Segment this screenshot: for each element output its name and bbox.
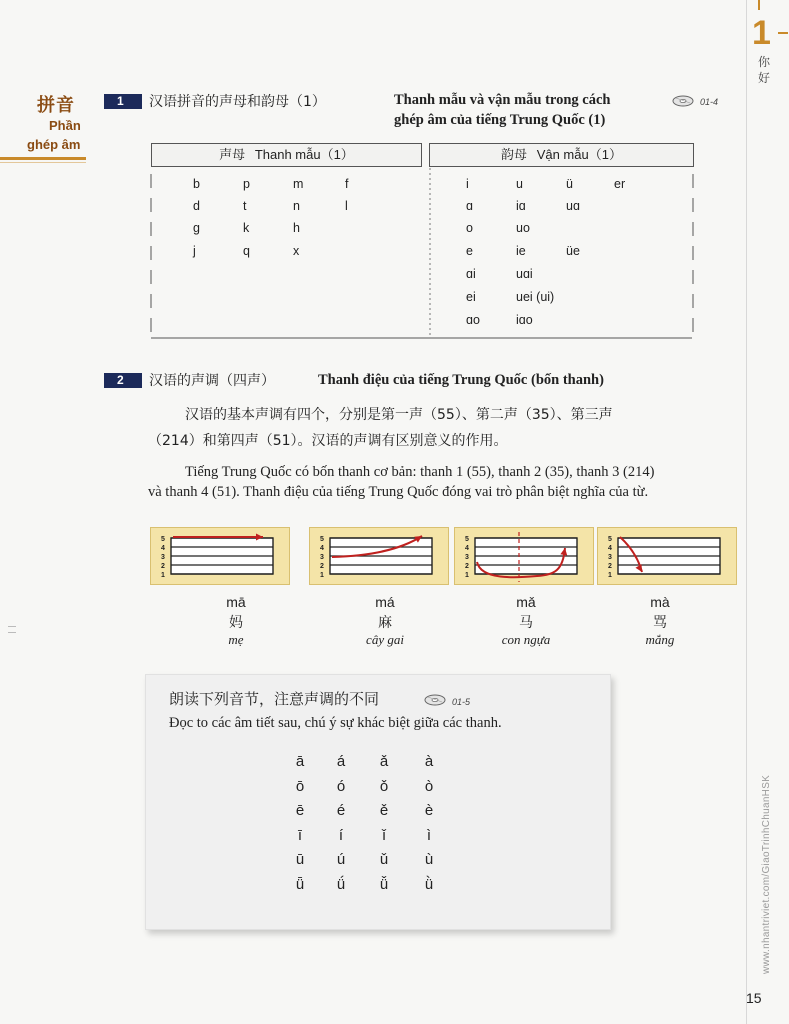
tone-scale-label: 3 — [608, 554, 612, 561]
syllable-cell: ǔ — [379, 851, 389, 868]
finals-header — [429, 143, 694, 167]
tone-scale-label: 2 — [320, 563, 324, 570]
table-frame — [147, 166, 697, 346]
margin-tick — [8, 626, 16, 627]
syllable-cell: ǜ — [424, 875, 434, 893]
chapter-tick — [758, 0, 760, 10]
initial-cell: h — [293, 221, 300, 235]
initials-header — [151, 143, 422, 167]
syllable-cell: à — [424, 753, 434, 770]
syllable-cell: ò — [424, 777, 434, 795]
tone-scale-label: 4 — [465, 545, 469, 552]
initial-cell: b — [193, 177, 200, 191]
syllable-cell: á — [336, 753, 346, 770]
tone-scale-label: 4 — [320, 545, 324, 552]
audio-code: 01-4 — [700, 97, 719, 107]
chapter-title — [756, 54, 772, 86]
section2-title-cn: 汉语的声调（四声） — [149, 373, 275, 389]
audio-code: 01-5 — [452, 697, 471, 707]
tone-scale-label: 2 — [608, 563, 612, 570]
initial-cell: l — [345, 199, 348, 213]
initial-cell: d — [193, 199, 200, 213]
final-cell: ü — [566, 177, 573, 191]
tone4-pinyin: mà — [650, 594, 670, 610]
tone1-diagram — [150, 527, 290, 585]
paragraph-vi-line1: Tiếng Trung Quốc có bốn thanh cơ bản: thanh 1 (55), thanh 2 (35), thanh 3 (214) — [185, 464, 655, 480]
tone3-diagram — [454, 527, 594, 585]
final-cell: ɑi — [466, 267, 476, 281]
section1-title-vi-line1: Thanh mẫu và vận mẫu trong cách — [394, 92, 611, 108]
tone-scale-label: 1 — [465, 572, 469, 579]
finals-header-vi: Vận mẫu（1） — [536, 147, 622, 162]
tone-scale-label: 1 — [320, 572, 324, 579]
final-cell: o — [466, 221, 473, 235]
tone-scale-label: 5 — [161, 536, 165, 543]
initial-cell: j — [193, 244, 196, 258]
paragraph-cn-line2: （214）和第四声（51）。汉语的声调有区别意义的作用。 — [148, 433, 508, 449]
final-cell: iɑo — [516, 313, 533, 327]
paragraph-cn-line1: 汉语的基本声调有四个，分别是第一声（55）、第二声（35）、第三声 — [185, 407, 613, 423]
audio-cd-icon[interactable] — [424, 691, 448, 707]
final-cell: ei — [466, 290, 476, 304]
tone3-meaning: con ngựa — [501, 632, 551, 647]
final-cell: uɑi — [516, 267, 533, 281]
tone2-diagram — [309, 527, 449, 585]
syllable-cell: í — [338, 826, 344, 844]
final-cell: er — [614, 177, 626, 191]
syllable-cell: ū — [295, 851, 305, 868]
tone-scale-label: 5 — [608, 536, 612, 543]
initial-cell: f — [345, 177, 349, 191]
practice-title-cn: 朗读下列音节，注意声调的不同 — [169, 690, 380, 708]
side-rule — [0, 157, 86, 160]
right-margin-line — [746, 0, 747, 1024]
finals-header-cn: 韵母 — [501, 148, 528, 163]
tone1-pinyin: mā — [226, 594, 246, 610]
tone-scale-label: 5 — [320, 536, 324, 543]
practice-panel — [145, 674, 611, 930]
tone2-hanzi: 麻 — [378, 615, 392, 631]
section1-title-cn: 汉语拼音的声母和韵母（1） — [149, 94, 326, 110]
section2-badge: 2 — [104, 373, 142, 388]
tone-scale-label: 2 — [161, 563, 165, 570]
initial-cell: p — [243, 177, 250, 191]
syllable-cell: ǚ — [379, 875, 389, 893]
initial-cell: g — [193, 221, 200, 235]
syllable-cell: è — [424, 802, 434, 819]
tone2-meaning: cây gai — [366, 632, 404, 647]
syllable-cell: ú — [336, 851, 346, 868]
chapter-title-char-1: 你 — [757, 55, 770, 69]
audio-cd-icon[interactable] — [672, 92, 696, 108]
side-title-cn: 拼音 — [37, 95, 75, 116]
syllable-cell: ǐ — [382, 826, 386, 844]
initial-cell: k — [243, 221, 250, 235]
tone4-hanzi: 骂 — [653, 615, 667, 631]
tone4-diagram — [597, 527, 737, 585]
syllable-cell: ō — [295, 777, 305, 795]
margin-tick — [8, 632, 16, 633]
final-cell: ɑo — [466, 313, 480, 327]
chapter-dash — [778, 32, 788, 34]
final-cell: uɑ — [566, 199, 580, 213]
tone3-hanzi: 马 — [519, 615, 533, 631]
tone-scale-label: 4 — [161, 545, 165, 552]
syllable-cell: ǖ — [295, 875, 305, 893]
side-rule-thin — [0, 162, 86, 163]
syllable-cell: ī — [297, 826, 303, 844]
final-cell: ɑ — [466, 199, 473, 213]
tone4-meaning: mắng — [645, 632, 675, 647]
syllable-cell: ó — [336, 777, 346, 795]
practice-title-vi: Đọc to các âm tiết sau, chú ý sự khác biệt giữa các thanh. — [169, 715, 502, 731]
syllable-cell: ā — [295, 753, 305, 770]
final-cell: üe — [566, 244, 580, 258]
tone-scale-label: 4 — [608, 545, 612, 552]
initials-header-vi: Thanh mẫu（1） — [254, 147, 354, 162]
tone-scale-label: 3 — [161, 554, 165, 561]
initial-cell: q — [243, 244, 250, 258]
section2-title-vi: Thanh điệu của tiếng Trung Quốc (bốn thanh) — [318, 372, 604, 388]
paragraph-vi-line2: và thanh 4 (51). Thanh điệu của tiếng Trung Quốc đóng vai trò phân biệt nghĩa của từ. — [148, 484, 649, 500]
tone-scale-label: 2 — [465, 563, 469, 570]
initials-header-cn: 声母 — [219, 148, 246, 163]
chapter-number: 1 — [752, 14, 771, 52]
syllable-cell: ǒ — [379, 777, 389, 795]
tone-scale-label: 3 — [465, 554, 469, 561]
section1-badge: 1 — [104, 94, 142, 109]
watermark: www.nhantriviet.com/GiaoTrinhChuanHSK — [761, 774, 772, 974]
tone2-pinyin: má — [375, 594, 395, 610]
initial-cell: t — [243, 199, 247, 213]
syllable-cell: ǎ — [379, 753, 389, 770]
side-title-vi-line2: ghép âm — [27, 137, 81, 152]
chapter-title-char-2: 好 — [757, 71, 770, 85]
final-cell: i — [466, 177, 469, 191]
side-title-vi-line1: Phần — [49, 118, 81, 133]
syllable-cell: é — [336, 802, 346, 819]
page-number: 15 — [746, 990, 762, 1006]
final-cell: u — [516, 177, 523, 191]
tone1-hanzi: 妈 — [229, 615, 243, 631]
tone-scale-label: 5 — [465, 536, 469, 543]
initial-cell: x — [293, 244, 300, 258]
final-cell: iɑ — [516, 199, 526, 213]
tone1-meaning: mẹ — [228, 632, 244, 647]
initial-cell: m — [293, 177, 304, 191]
final-cell: ie — [516, 244, 526, 258]
section1-title-vi-line2: ghép âm của tiếng Trung Quốc (1) — [394, 112, 606, 128]
final-cell: e — [466, 244, 473, 258]
syllable-cell: ě — [379, 802, 389, 819]
final-cell: uei (ui) — [516, 290, 555, 304]
final-cell: uo — [516, 221, 530, 235]
tone-scale-label: 1 — [608, 572, 612, 579]
syllable-cell: ǘ — [336, 875, 346, 893]
syllable-cell: ē — [295, 802, 305, 819]
tone-scale-label: 1 — [161, 572, 165, 579]
initial-cell: n — [293, 199, 300, 213]
tone-scale-label: 3 — [320, 554, 324, 561]
syllable-cell: ù — [424, 851, 434, 868]
syllable-cell: ì — [426, 826, 432, 844]
tone3-pinyin: mǎ — [516, 594, 536, 610]
